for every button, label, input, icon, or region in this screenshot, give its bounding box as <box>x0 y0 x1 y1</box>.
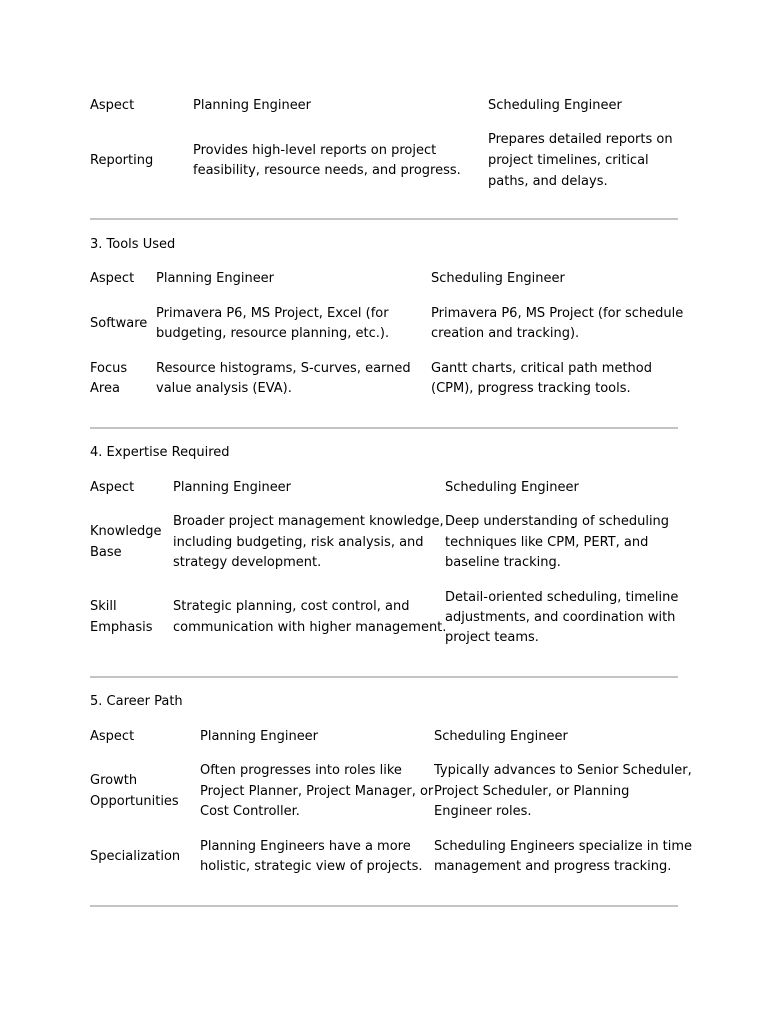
row-aspect-specialization: Specialization <box>90 849 181 864</box>
row-aspect-growth-opportunities-line-1: Growth <box>90 773 138 788</box>
reporting-planning-line-1: Provides high-level reports on project <box>193 143 437 158</box>
specialization-planning-line-2: holistic, strategic view of projects. <box>200 859 423 874</box>
software-planning-line-1: Primavera P6, MS Project, Excel (for <box>156 306 389 321</box>
section-divider <box>90 905 678 907</box>
growth-scheduling-line-1: Typically advances to Senior Scheduler, <box>434 763 692 778</box>
focus-planning-line-2: value analysis (EVA). <box>156 381 292 396</box>
skill-planning-line-2: communication with higher management. <box>173 620 447 635</box>
knowledge-scheduling-line-1: Deep understanding of scheduling <box>445 514 670 529</box>
focus-scheduling-line-2: (CPM), progress tracking tools. <box>431 381 631 396</box>
row-aspect-knowledge-base-line-2: Base <box>90 545 122 560</box>
row-aspect-focus-area-line-1: Focus <box>90 361 128 376</box>
header-aspect: Aspect <box>90 271 135 286</box>
knowledge-scheduling-line-3: baseline tracking. <box>445 555 561 570</box>
growth-planning-line-3: Cost Controller. <box>200 804 300 819</box>
header-aspect: Aspect <box>90 98 135 113</box>
specialization-scheduling-line-2: management and progress tracking. <box>434 859 672 874</box>
section-divider <box>90 218 678 220</box>
reporting-scheduling-line-3: paths, and delays. <box>488 174 608 189</box>
row-aspect-reporting: Reporting <box>90 153 154 168</box>
header-aspect: Aspect <box>90 480 135 495</box>
header-scheduling-engineer: Scheduling Engineer <box>445 480 579 495</box>
reporting-planning-line-2: feasibility, resource needs, and progress. <box>193 163 461 178</box>
knowledge-planning-line-3: strategy development. <box>173 555 322 570</box>
reporting-scheduling-line-2: project timelines, critical <box>488 153 649 168</box>
knowledge-planning-line-1: Broader project management knowledge, <box>173 514 444 529</box>
header-aspect: Aspect <box>90 729 135 744</box>
knowledge-planning-line-2: including budgeting, risk analysis, and <box>173 535 424 550</box>
header-planning-engineer: Planning Engineer <box>156 271 275 286</box>
header-planning-engineer: Planning Engineer <box>193 98 312 113</box>
focus-scheduling-line-1: Gantt charts, critical path method <box>431 361 652 376</box>
row-aspect-skill-emphasis-line-1: Skill <box>90 599 117 614</box>
header-scheduling-engineer: Scheduling Engineer <box>488 98 622 113</box>
reporting-scheduling-line-1: Prepares detailed reports on <box>488 132 673 147</box>
software-scheduling-line-2: creation and tracking). <box>431 326 580 341</box>
header-planning-engineer: Planning Engineer <box>173 480 292 495</box>
section-title-tools-used: 3. Tools Used <box>90 237 176 252</box>
knowledge-scheduling-line-2: techniques like CPM, PERT, and <box>445 535 649 550</box>
focus-planning-line-1: Resource histograms, S-curves, earned <box>156 361 411 376</box>
section-title-expertise-required: 4. Expertise Required <box>90 445 230 460</box>
skill-scheduling-line-2: adjustments, and coordination with <box>445 610 676 625</box>
row-aspect-focus-area-line-2: Area <box>90 381 120 396</box>
skill-scheduling-line-1: Detail-oriented scheduling, timeline <box>445 590 679 605</box>
row-aspect-software: Software <box>90 316 148 331</box>
software-scheduling-line-1: Primavera P6, MS Project (for schedule <box>431 306 684 321</box>
row-aspect-knowledge-base-line-1: Knowledge <box>90 524 162 539</box>
section-divider <box>90 676 678 678</box>
growth-planning-line-1: Often progresses into roles like <box>200 763 402 778</box>
specialization-planning-line-1: Planning Engineers have a more <box>200 839 411 854</box>
skill-planning-line-1: Strategic planning, cost control, and <box>173 599 410 614</box>
specialization-scheduling-line-1: Scheduling Engineers specialize in time <box>434 839 693 854</box>
header-planning-engineer: Planning Engineer <box>200 729 319 744</box>
software-planning-line-2: budgeting, resource planning, etc.). <box>156 326 390 341</box>
row-aspect-skill-emphasis-line-2: Emphasis <box>90 620 153 635</box>
growth-scheduling-line-2: Project Scheduler, or Planning <box>434 784 630 799</box>
row-aspect-growth-opportunities-line-2: Opportunities <box>90 794 179 809</box>
header-scheduling-engineer: Scheduling Engineer <box>431 271 565 286</box>
skill-scheduling-line-3: project teams. <box>445 630 539 645</box>
section-title-career-path: 5. Career Path <box>90 694 183 709</box>
growth-planning-line-2: Project Planner, Project Manager, or <box>200 784 434 799</box>
section-divider <box>90 427 678 429</box>
growth-scheduling-line-3: Engineer roles. <box>434 804 532 819</box>
header-scheduling-engineer: Scheduling Engineer <box>434 729 568 744</box>
